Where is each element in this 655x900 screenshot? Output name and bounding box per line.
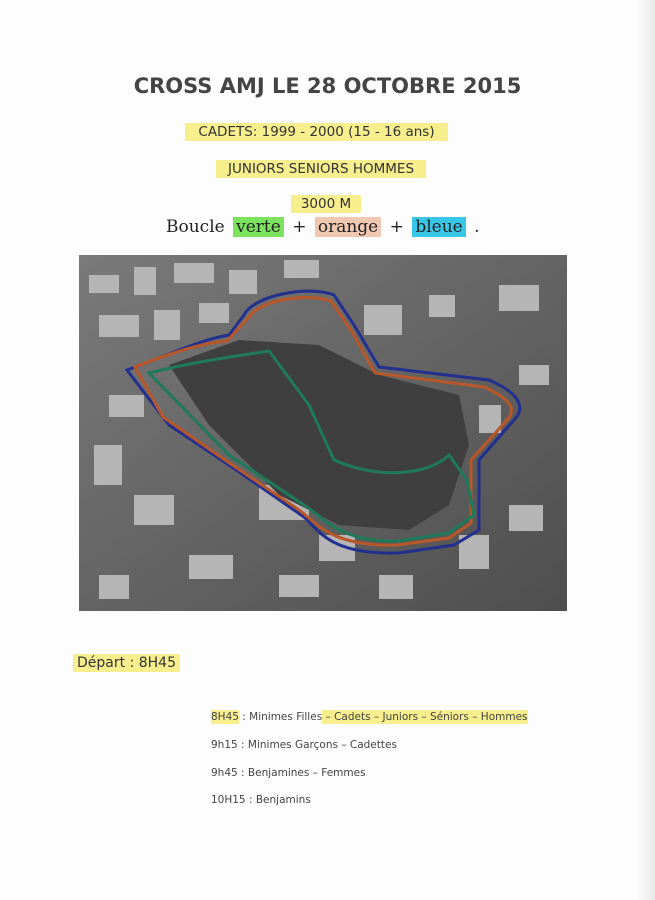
- loop-note-green: verte: [233, 217, 284, 237]
- page-edge-shadow: [637, 0, 655, 900]
- schedule-row: [211, 711, 528, 723]
- schedule-row: [211, 767, 366, 779]
- schedule-time: 8H45: [211, 711, 239, 723]
- schedule-categories: Minimes Filles: [249, 711, 323, 723]
- category-juniors-seniors: JUNIORS SENIORS HOMMES: [216, 160, 426, 178]
- schedule-time: 10H15: [211, 794, 246, 806]
- race-distance: 3000 M: [291, 195, 361, 213]
- loop-note-blue: bleue: [412, 217, 465, 237]
- schedule-sep: :: [245, 794, 256, 806]
- schedule-time: 9h45: [211, 767, 238, 779]
- loop-note-plus-2: +: [389, 217, 404, 237]
- schedule-sep: :: [237, 739, 248, 751]
- loop-note-plus-1: +: [292, 217, 307, 237]
- aerial-map-photo: [79, 255, 567, 611]
- loop-note-orange: orange: [315, 217, 381, 237]
- page-title: CROSS AMJ LE 28 OCTOBRE 2015: [133, 74, 522, 98]
- schedule-sep: :: [237, 767, 248, 779]
- schedule-row: [211, 739, 397, 751]
- start-time: Départ : 8H45: [73, 654, 180, 672]
- schedule-categories-highlighted: – Cadets – Juniors – Séniors – Hommes: [322, 711, 528, 723]
- schedule-categories: Benjamins: [255, 794, 311, 806]
- schedule-categories: Benjamines – Femmes: [247, 767, 366, 779]
- course-map-svg: [79, 255, 567, 611]
- schedule-categories: Minimes Garçons – Cadettes: [247, 739, 397, 751]
- category-cadets: CADETS: 1999 - 2000 (15 - 16 ans): [185, 123, 448, 141]
- loop-note-suffix: .: [474, 217, 480, 237]
- schedule-sep: :: [238, 711, 250, 723]
- schedule-time: 9h15: [211, 739, 238, 751]
- loop-note: [163, 217, 483, 247]
- loop-note-prefix: Boucle: [166, 217, 225, 237]
- schedule-row: [211, 794, 311, 806]
